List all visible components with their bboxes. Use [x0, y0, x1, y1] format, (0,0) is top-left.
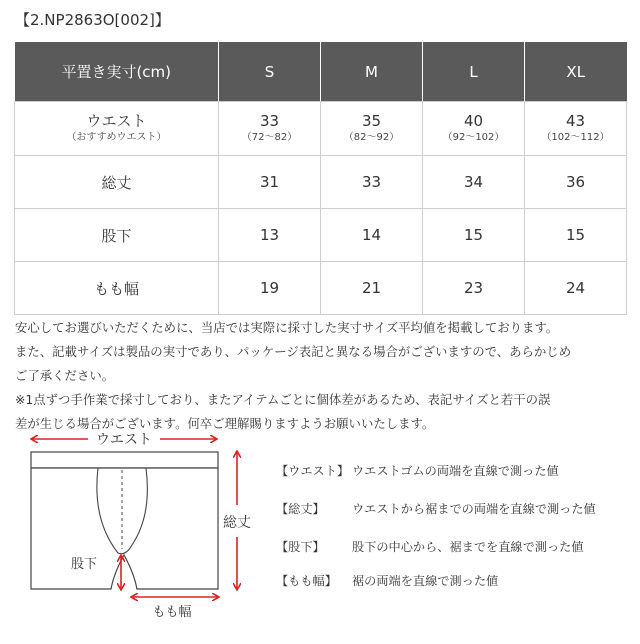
rise-label: 股下: [70, 557, 98, 572]
cell-length-s: 31: [219, 156, 321, 209]
row-label-thigh: もも幅: [15, 262, 219, 315]
row-label-rise: 股下: [15, 209, 219, 262]
cell-waist-l: 40 （92〜102）: [423, 102, 525, 156]
cell-thigh-l: 23: [423, 262, 525, 315]
row-label-length: 総丈: [15, 156, 219, 209]
header-size-l: L: [423, 42, 525, 102]
legend-desc: ウエストから裾までの両端を直線で測った値: [352, 502, 596, 516]
legend-desc: 裾の両端を直線で測った値: [352, 574, 499, 588]
legend-desc: ウエストゴムの両端を直線で測った値: [352, 464, 559, 478]
row-label-waist: [15, 102, 219, 156]
table-row: [15, 102, 627, 156]
header-size-xl: XL: [525, 42, 627, 102]
cell-waist-s: 33 （72〜82）: [219, 102, 321, 156]
thigh-label: もも幅: [152, 605, 192, 620]
size-table: [14, 42, 627, 315]
cell-length-l: 34: [423, 156, 525, 209]
header-measurement: 平置き実寸(cm): [15, 42, 219, 102]
table-header-row: [15, 42, 627, 102]
table-row: [15, 209, 627, 262]
note-line: ご了承ください。: [15, 368, 115, 383]
garment-diagram: [0, 425, 280, 640]
cell-rise-l: 15: [423, 209, 525, 262]
note-line: 差が生じる場合がございます。何卒ご理解賜りますようお願いいたします。: [15, 416, 435, 431]
boxer-briefs-illustration: [0, 425, 280, 640]
header-size-m: M: [321, 42, 423, 102]
header-size-s: S: [219, 42, 321, 102]
legend-desc: 股下の中心から、裾までを直線で測った値: [352, 540, 584, 554]
cell-rise-s: 13: [219, 209, 321, 262]
cell-waist-xl: 43 （102〜112）: [525, 102, 627, 156]
cell-length-m: 33: [321, 156, 423, 209]
garment-body: [31, 468, 218, 589]
note-line: 安心してお選びいただくために、当店では実際に採寸した実寸サイズ平均値を掲載しております。: [15, 320, 559, 335]
table-row: [15, 262, 627, 315]
waistband: [31, 452, 218, 468]
cell-waist-m: 35 （82〜92）: [321, 102, 423, 156]
label-main: ウエスト: [86, 112, 147, 130]
legend-key: 【股下】: [276, 540, 325, 554]
label-sub: （おすすめウエスト）: [66, 132, 167, 143]
cell-thigh-s: 19: [219, 262, 321, 315]
size-notes: [15, 316, 627, 436]
cell-length-xl: 36: [525, 156, 627, 209]
cell-thigh-xl: 24: [525, 262, 627, 315]
page-title: 【2.NP2863O[002]】: [15, 11, 170, 29]
legend-key: 【ウエスト】: [276, 464, 350, 478]
waist-label: ウエスト: [96, 432, 152, 448]
note-line: また、記載サイズは製品の実寸であり、パッケージ表記と異なる場合がございますので、あらかじめ: [15, 344, 572, 359]
length-label: 総丈: [223, 515, 251, 531]
table-row: [15, 156, 627, 209]
note-line: ※1点ずつ手作業で採寸しており、またアイテムごとに個体差があるため、表記サイズと若干の誤: [15, 392, 551, 407]
cell-thigh-m: 21: [321, 262, 423, 315]
cell-rise-xl: 15: [525, 209, 627, 262]
cell-rise-m: 14: [321, 209, 423, 262]
legend-key: 【総丈】: [276, 502, 325, 516]
legend-key: 【もも幅】: [276, 574, 337, 588]
